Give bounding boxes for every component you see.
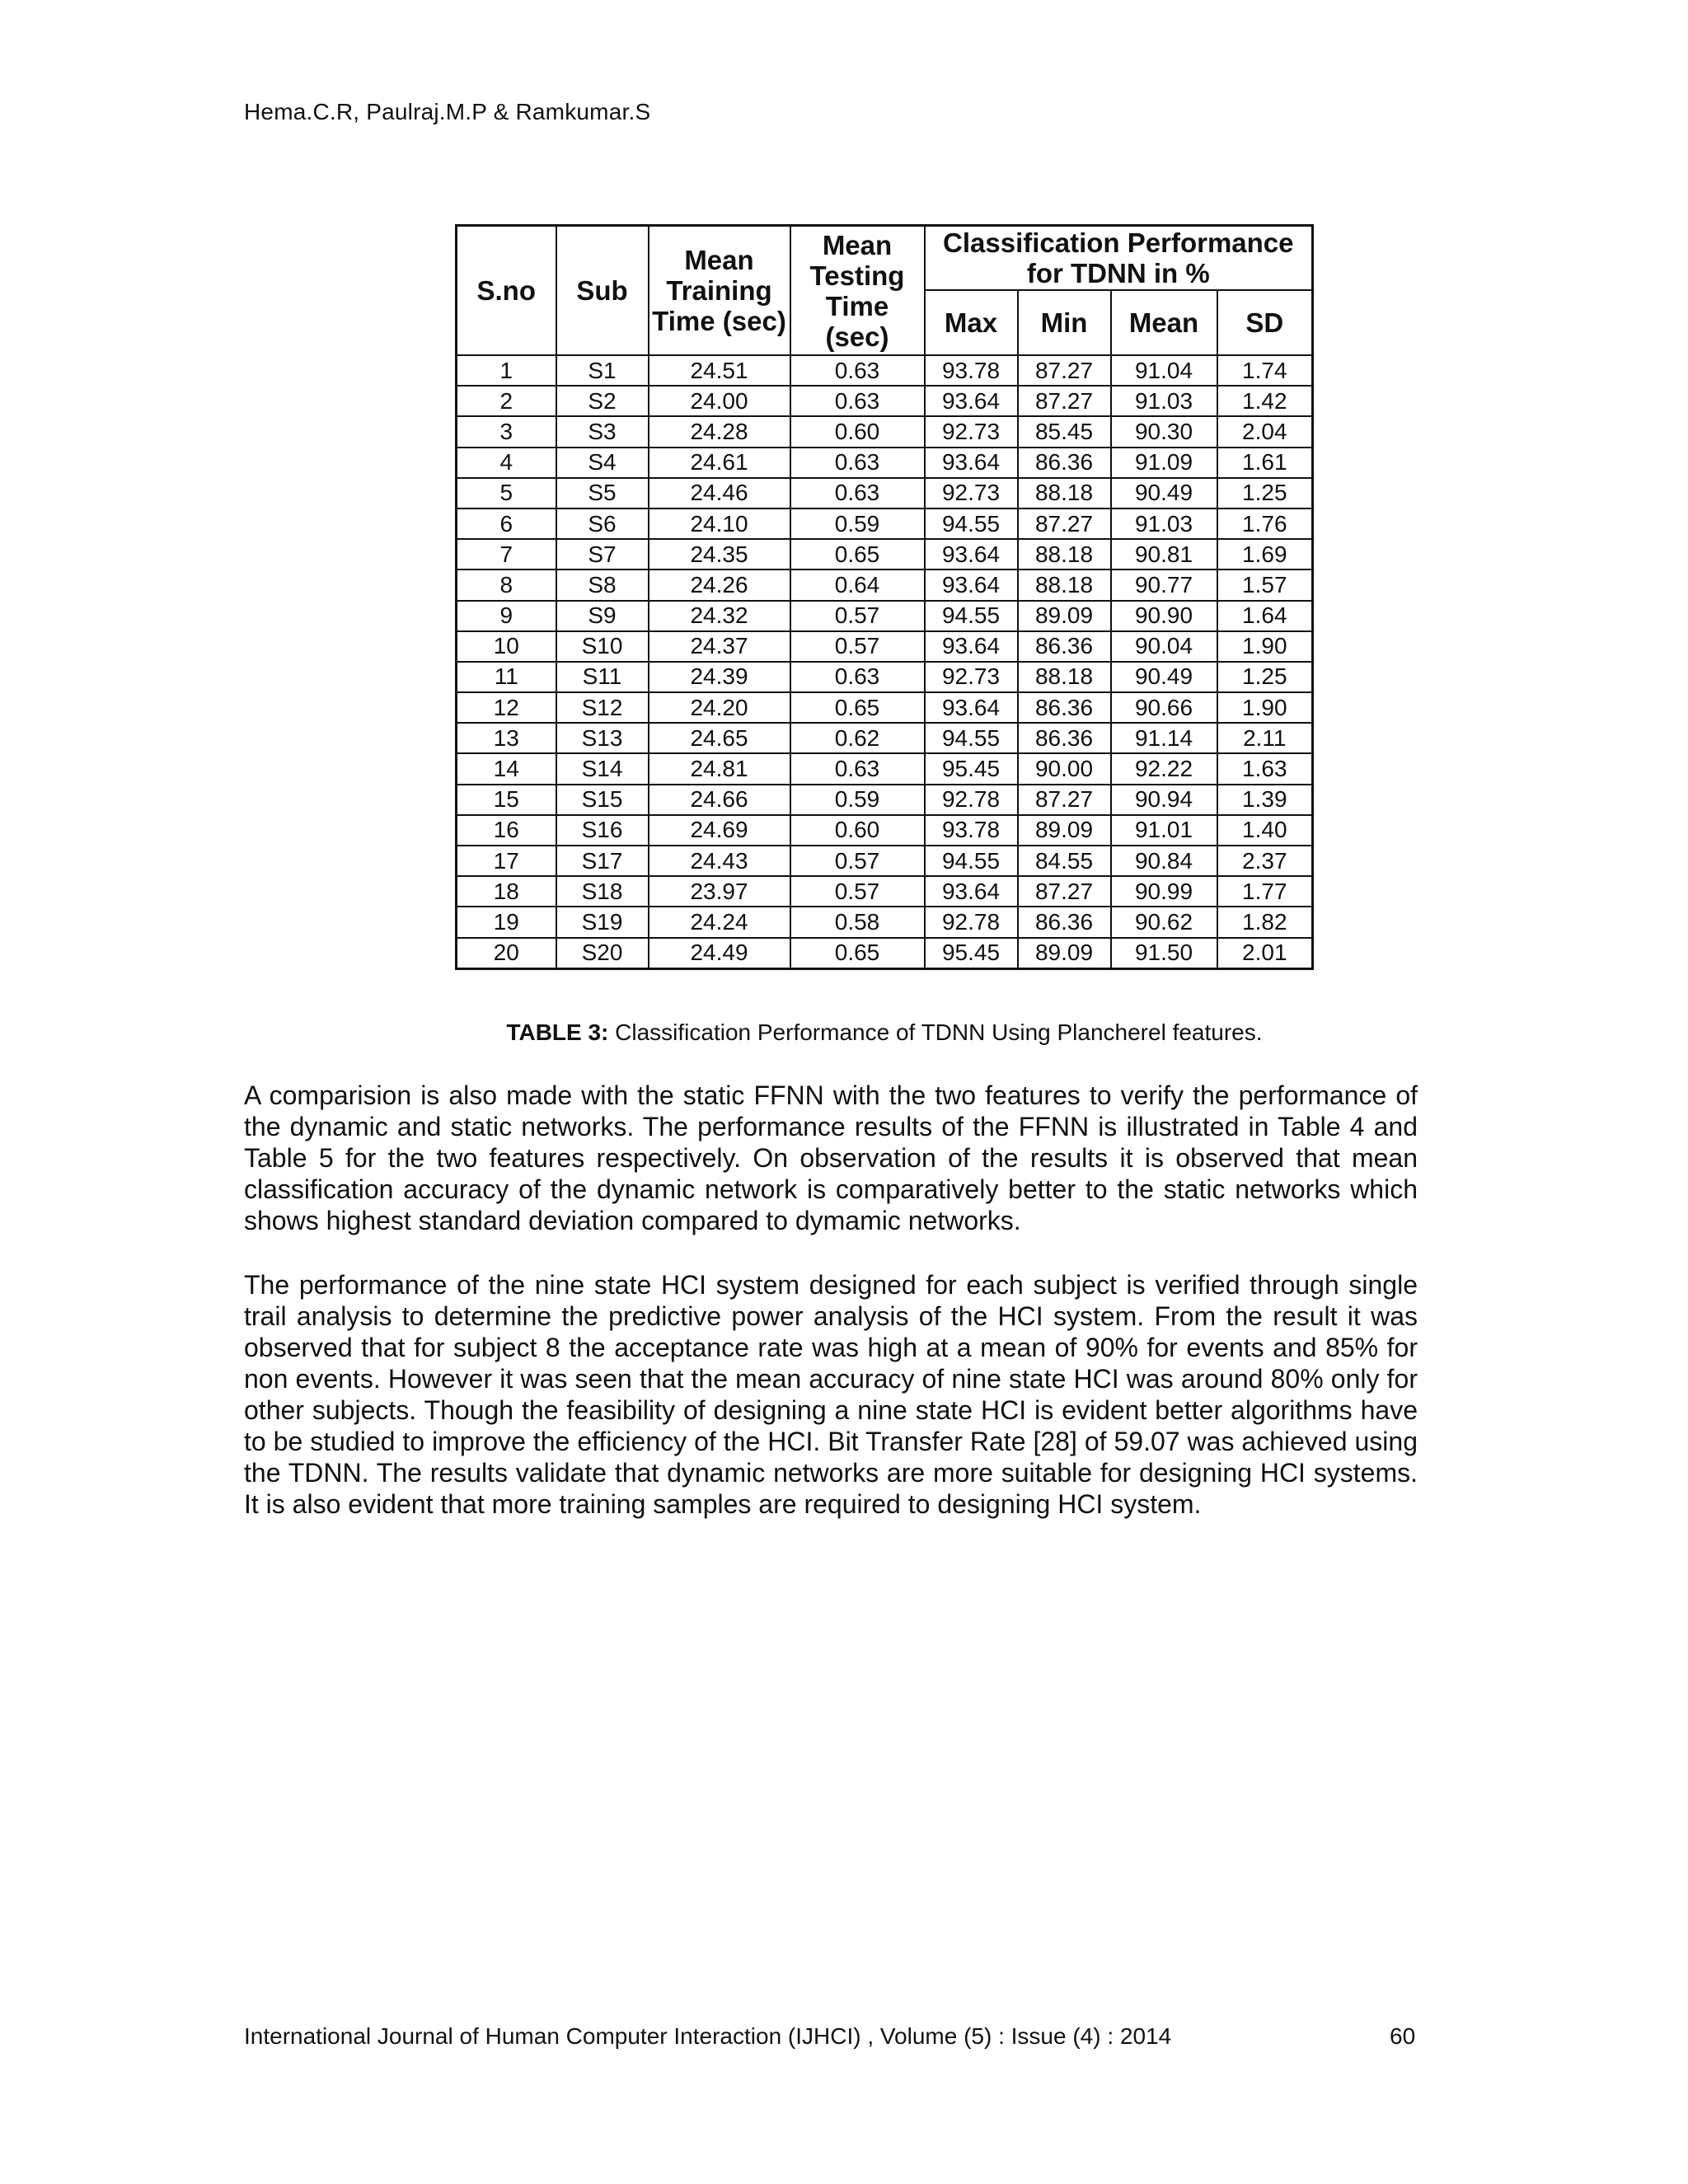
body-paragraph-1: A comparision is also made with the static FFNN with the two features to verify the performance of the dynamic and static networks. The performance results of the FFNN is illustrated in Table 4 and Table 5 for the two features respectively. On observation of the results it is observed that mean classification accuracy of the dynamic network is comparatively better to the static networks which shows highest standard deviation compared to dymamic networks.: [244, 1080, 1418, 1235]
cell-max: 93.64: [925, 569, 1018, 600]
table-caption: [455, 1019, 1314, 1046]
cell-max: 94.55: [925, 846, 1018, 876]
cell-sno: 12: [457, 692, 556, 723]
cell-min: 89.09: [1018, 938, 1111, 969]
body-paragraph-2: The performance of the nine state HCI system designed for each subject is verified through single trail analysis to determine the predictive power analysis of the HCI system. From the result it was observed that for subject 8 the acceptance rate was high at a mean of 90% for events and 85% for non events. However it was seen that the mean accuracy of nine state HCI was around 80% only for other subjects. Though the feasibility of designing a nine state HCI is evident better algorithms have to be studied to improve the efficiency of the HCI. Bit Transfer Rate [28] of 59.07 was achieved using the TDNN. The results validate that dynamic networks are more suitable for designing HCI systems. It is also evident that more training samples are required to designing HCI system.: [244, 1270, 1418, 1519]
cell-mean: 90.49: [1111, 662, 1217, 692]
cell-max: 93.64: [925, 386, 1018, 416]
cell-testing-time: 0.59: [790, 785, 925, 815]
cell-testing-time: 0.64: [790, 569, 925, 600]
results-table-container: [455, 224, 1314, 970]
header-sd: SD: [1217, 290, 1313, 355]
cell-sno: 5: [457, 478, 556, 509]
cell-mean: 91.09: [1111, 448, 1217, 478]
cell-min: 87.27: [1018, 509, 1111, 539]
cell-sno: 3: [457, 416, 556, 447]
cell-testing-time: 0.63: [790, 753, 925, 784]
cell-sd: 1.40: [1217, 815, 1313, 846]
cell-sno: 17: [457, 846, 556, 876]
cell-sub: S8: [556, 569, 649, 600]
cell-training-time: 24.46: [649, 478, 790, 509]
cell-testing-time: 0.63: [790, 448, 925, 478]
cell-training-time: 24.24: [649, 907, 790, 937]
cell-training-time: 24.00: [649, 386, 790, 416]
header-sno: S.no: [457, 226, 556, 356]
cell-mean: 90.77: [1111, 569, 1217, 600]
cell-min: 87.27: [1018, 355, 1111, 386]
cell-sno: 2: [457, 386, 556, 416]
cell-training-time: 24.26: [649, 569, 790, 600]
cell-mean: 90.04: [1111, 631, 1217, 662]
cell-sd: 1.42: [1217, 386, 1313, 416]
cell-testing-time: 0.63: [790, 355, 925, 386]
cell-sno: 16: [457, 815, 556, 846]
cell-sno: 10: [457, 631, 556, 662]
cell-min: 88.18: [1018, 478, 1111, 509]
table-row: [457, 785, 1313, 815]
cell-sd: 1.74: [1217, 355, 1313, 386]
cell-testing-time: 0.57: [790, 846, 925, 876]
cell-sno: 6: [457, 509, 556, 539]
cell-max: 94.55: [925, 601, 1018, 631]
cell-max: 93.78: [925, 355, 1018, 386]
cell-testing-time: 0.65: [790, 539, 925, 569]
cell-testing-time: 0.65: [790, 938, 925, 969]
cell-min: 87.27: [1018, 876, 1111, 907]
cell-min: 86.36: [1018, 723, 1111, 753]
table-caption-label: TABLE 3:: [506, 1019, 609, 1045]
cell-mean: 90.66: [1111, 692, 1217, 723]
cell-min: 86.36: [1018, 631, 1111, 662]
cell-sub: S12: [556, 692, 649, 723]
cell-max: 95.45: [925, 938, 1018, 969]
header-sub: Sub: [556, 226, 649, 356]
header-mean-testing-time: Mean Testing Time (sec): [790, 226, 925, 356]
cell-sd: 1.57: [1217, 569, 1313, 600]
cell-training-time: 24.37: [649, 631, 790, 662]
cell-min: 88.18: [1018, 569, 1111, 600]
cell-min: 88.18: [1018, 662, 1111, 692]
table-row: [457, 662, 1313, 692]
table-row: [457, 907, 1313, 937]
table-row: [457, 539, 1313, 569]
cell-max: 92.78: [925, 785, 1018, 815]
cell-testing-time: 0.60: [790, 815, 925, 846]
cell-mean: 90.90: [1111, 601, 1217, 631]
cell-training-time: 24.69: [649, 815, 790, 846]
cell-sd: 1.82: [1217, 907, 1313, 937]
table-row: [457, 938, 1313, 969]
cell-sub: S15: [556, 785, 649, 815]
cell-testing-time: 0.59: [790, 509, 925, 539]
cell-sd: 1.69: [1217, 539, 1313, 569]
cell-max: 93.64: [925, 448, 1018, 478]
table-row: [457, 478, 1313, 509]
table-row: [457, 601, 1313, 631]
cell-min: 87.27: [1018, 386, 1111, 416]
cell-min: 86.36: [1018, 692, 1111, 723]
cell-testing-time: 0.65: [790, 692, 925, 723]
cell-sub: S2: [556, 386, 649, 416]
cell-sub: S18: [556, 876, 649, 907]
cell-sno: 18: [457, 876, 556, 907]
cell-max: 92.73: [925, 478, 1018, 509]
cell-sd: 2.01: [1217, 938, 1313, 969]
cell-sno: 9: [457, 601, 556, 631]
cell-mean: 90.62: [1111, 907, 1217, 937]
page-number: 60: [1390, 2023, 1416, 2049]
cell-training-time: 24.20: [649, 692, 790, 723]
cell-mean: 91.03: [1111, 509, 1217, 539]
cell-max: 92.78: [925, 907, 1018, 937]
cell-testing-time: 0.60: [790, 416, 925, 447]
cell-training-time: 24.51: [649, 355, 790, 386]
cell-max: 94.55: [925, 509, 1018, 539]
cell-training-time: 24.32: [649, 601, 790, 631]
table-row: [457, 416, 1313, 447]
table-row: [457, 876, 1313, 907]
cell-training-time: 24.43: [649, 846, 790, 876]
header-classification-performance: Classification Performance for TDNN in %: [925, 226, 1313, 291]
cell-testing-time: 0.63: [790, 662, 925, 692]
cell-testing-time: 0.63: [790, 386, 925, 416]
header-mean-training-time: Mean Training Time (sec): [649, 226, 790, 356]
cell-sub: S20: [556, 938, 649, 969]
header-min: Min: [1018, 290, 1111, 355]
cell-min: 89.09: [1018, 815, 1111, 846]
cell-mean: 90.84: [1111, 846, 1217, 876]
cell-training-time: 24.65: [649, 723, 790, 753]
cell-sub: S10: [556, 631, 649, 662]
cell-sub: S14: [556, 753, 649, 784]
cell-mean: 91.04: [1111, 355, 1217, 386]
cell-sd: 1.64: [1217, 601, 1313, 631]
cell-testing-time: 0.57: [790, 601, 925, 631]
table-row: [457, 448, 1313, 478]
cell-sno: 11: [457, 662, 556, 692]
cell-min: 84.55: [1018, 846, 1111, 876]
cell-testing-time: 0.62: [790, 723, 925, 753]
cell-testing-time: 0.57: [790, 876, 925, 907]
table-row: [457, 753, 1313, 784]
cell-mean: 90.94: [1111, 785, 1217, 815]
cell-sub: S9: [556, 601, 649, 631]
cell-sd: 2.11: [1217, 723, 1313, 753]
footer-journal: International Journal of Human Computer Interaction (IJHCI) , Volume (5) : Issue (4) : 2014: [244, 2023, 1172, 2049]
cell-sub: S3: [556, 416, 649, 447]
cell-sno: 19: [457, 907, 556, 937]
cell-training-time: 24.61: [649, 448, 790, 478]
cell-max: 92.73: [925, 662, 1018, 692]
cell-testing-time: 0.57: [790, 631, 925, 662]
cell-mean: 91.01: [1111, 815, 1217, 846]
cell-max: 93.64: [925, 692, 1018, 723]
cell-sub: S1: [556, 355, 649, 386]
cell-training-time: 24.49: [649, 938, 790, 969]
cell-sub: S5: [556, 478, 649, 509]
cell-mean: 90.49: [1111, 478, 1217, 509]
cell-mean: 91.50: [1111, 938, 1217, 969]
cell-training-time: 24.28: [649, 416, 790, 447]
running-header-authors: Hema.C.R, Paulraj.M.P & Ramkumar.S: [244, 99, 651, 124]
table-row: [457, 569, 1313, 600]
table-row: [457, 846, 1313, 876]
table-row: [457, 631, 1313, 662]
table-row: [457, 815, 1313, 846]
cell-sd: 1.25: [1217, 478, 1313, 509]
cell-max: 93.64: [925, 539, 1018, 569]
cell-min: 88.18: [1018, 539, 1111, 569]
cell-min: 89.09: [1018, 601, 1111, 631]
cell-mean: 90.81: [1111, 539, 1217, 569]
cell-mean: 90.99: [1111, 876, 1217, 907]
cell-training-time: 24.10: [649, 509, 790, 539]
cell-sd: 1.90: [1217, 631, 1313, 662]
cell-mean: 91.14: [1111, 723, 1217, 753]
header-mean: Mean: [1111, 290, 1217, 355]
cell-max: 94.55: [925, 723, 1018, 753]
table-row: [457, 355, 1313, 386]
cell-training-time: 24.66: [649, 785, 790, 815]
cell-sub: S19: [556, 907, 649, 937]
results-table: [455, 224, 1314, 970]
cell-sub: S17: [556, 846, 649, 876]
cell-sd: 1.63: [1217, 753, 1313, 784]
cell-min: 86.36: [1018, 907, 1111, 937]
cell-max: 93.64: [925, 876, 1018, 907]
cell-max: 93.78: [925, 815, 1018, 846]
cell-sno: 8: [457, 569, 556, 600]
cell-min: 90.00: [1018, 753, 1111, 784]
cell-min: 86.36: [1018, 448, 1111, 478]
cell-testing-time: 0.63: [790, 478, 925, 509]
cell-sno: 20: [457, 938, 556, 969]
cell-sno: 7: [457, 539, 556, 569]
cell-testing-time: 0.58: [790, 907, 925, 937]
cell-sd: 1.25: [1217, 662, 1313, 692]
cell-sub: S16: [556, 815, 649, 846]
table-row: [457, 509, 1313, 539]
cell-sub: S4: [556, 448, 649, 478]
cell-sno: 13: [457, 723, 556, 753]
cell-sd: 1.61: [1217, 448, 1313, 478]
cell-min: 87.27: [1018, 785, 1111, 815]
cell-training-time: 24.81: [649, 753, 790, 784]
cell-sno: 4: [457, 448, 556, 478]
cell-sno: 15: [457, 785, 556, 815]
cell-sub: S13: [556, 723, 649, 753]
cell-max: 92.73: [925, 416, 1018, 447]
cell-sd: 2.04: [1217, 416, 1313, 447]
cell-sd: 2.37: [1217, 846, 1313, 876]
table-row: [457, 692, 1313, 723]
cell-sd: 1.90: [1217, 692, 1313, 723]
cell-sub: S6: [556, 509, 649, 539]
cell-sno: 1: [457, 355, 556, 386]
cell-training-time: 23.97: [649, 876, 790, 907]
table-row: [457, 386, 1313, 416]
cell-mean: 92.22: [1111, 753, 1217, 784]
cell-training-time: 24.39: [649, 662, 790, 692]
cell-training-time: 24.35: [649, 539, 790, 569]
header-max: Max: [925, 290, 1018, 355]
cell-max: 95.45: [925, 753, 1018, 784]
cell-sub: S7: [556, 539, 649, 569]
cell-sd: 1.39: [1217, 785, 1313, 815]
cell-sd: 1.77: [1217, 876, 1313, 907]
table-row: [457, 723, 1313, 753]
cell-sub: S11: [556, 662, 649, 692]
cell-max: 93.64: [925, 631, 1018, 662]
cell-mean: 91.03: [1111, 386, 1217, 416]
table-caption-text: Classification Performance of TDNN Using Plancherel features.: [608, 1019, 1263, 1045]
cell-sno: 14: [457, 753, 556, 784]
cell-min: 85.45: [1018, 416, 1111, 447]
cell-sd: 1.76: [1217, 509, 1313, 539]
cell-mean: 90.30: [1111, 416, 1217, 447]
